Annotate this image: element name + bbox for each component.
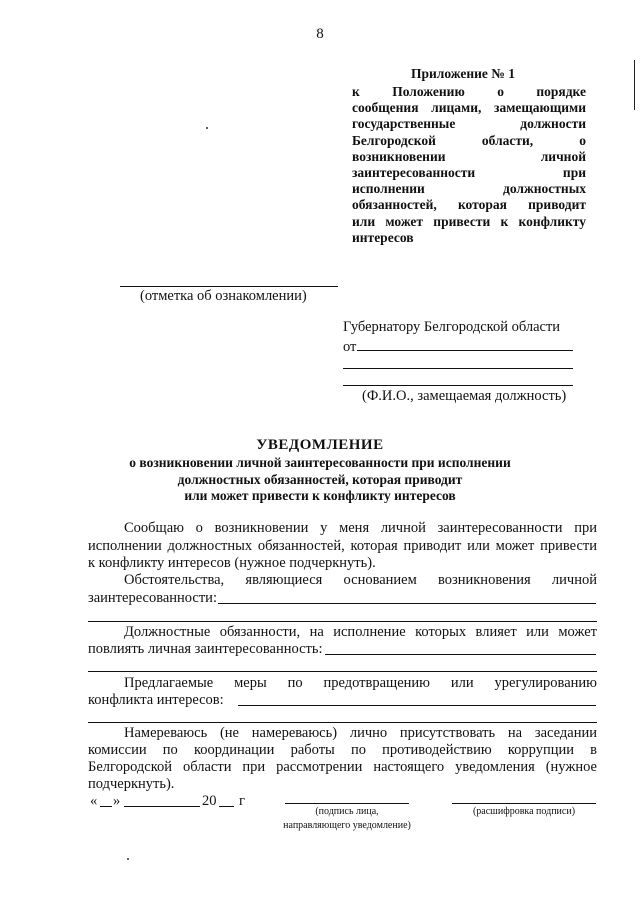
appendix-line: сообщения лицами, замещающими: [352, 100, 586, 116]
circumstances-field-2[interactable]: [88, 621, 597, 622]
scan-speck: [206, 127, 208, 129]
duties-field[interactable]: [325, 654, 596, 655]
measures-field-2[interactable]: [88, 722, 597, 723]
p3-line: Должностные обязанности, на исполнение которых влияет или может: [124, 624, 597, 640]
notice-subtitle-line: о возникновении личной заинтересованности при исполнении: [129, 455, 511, 470]
appendix-line: возникновении личной: [352, 148, 586, 164]
p4-line: Предлагаемые меры по предотвращению или урегулированию: [124, 675, 597, 691]
circumstances-field[interactable]: [218, 603, 596, 604]
date-day-field[interactable]: [100, 806, 112, 807]
p1-line: Сообщаю о возникновении у меня личной заинтересованности при: [124, 520, 597, 536]
signature-caption-2: направляющего уведомление): [283, 820, 411, 831]
measures-field[interactable]: [238, 705, 596, 706]
date-year-prefix: 20: [202, 793, 217, 809]
appendix-line: Белгородской области, о: [352, 132, 586, 148]
notice-subtitle-line: или может привести к конфликту интересов: [184, 488, 456, 503]
appendix-line: интересов: [352, 229, 414, 245]
from-line-3[interactable]: [343, 385, 573, 386]
page-number: 8: [316, 26, 324, 42]
p2-line: Обстоятельства, являющиеся основанием возникновения личной: [124, 572, 597, 588]
acknowledgment-label: (отметка об ознакомлении): [140, 288, 307, 304]
appendix-line: заинтересованности при: [352, 164, 586, 180]
p5-line: Намереваюсь (не намереваюсь) лично присутствовать на заседании: [124, 725, 597, 741]
signature-field[interactable]: [285, 803, 409, 804]
p5-line: подчеркнуть).: [88, 776, 175, 792]
signature-decoding-field[interactable]: [452, 803, 596, 804]
appendix-line: обязанностей, которая приводит: [352, 197, 586, 213]
addressee-caption: (Ф.И.О., замещаемая должность): [362, 388, 567, 404]
from-line[interactable]: [357, 350, 573, 351]
date-year-field[interactable]: [219, 806, 234, 807]
p2-label: заинтересованности:: [88, 590, 217, 606]
scan-speck: [127, 858, 129, 860]
scan-mark: [634, 60, 635, 110]
appendix-line: исполнении должностных: [352, 181, 586, 197]
appendix-title: Приложение № 1: [411, 66, 515, 81]
p1-line: к конфликту интересов (нужное подчеркнуть).: [88, 555, 376, 571]
p5-line: комиссии по координации работы по противодействию коррупции в: [88, 742, 597, 758]
p5-line: Белгородской области при рассмотрении настоящего уведомления (нужное: [88, 759, 597, 775]
duties-field-2[interactable]: [88, 671, 597, 672]
p3-label: повлиять личная заинтересованность:: [88, 641, 323, 657]
appendix-subtitle: [352, 84, 586, 246]
appendix-line: к Положению о порядке: [352, 84, 586, 99]
decoding-caption: (расшифровка подписи): [472, 806, 576, 817]
p1-line: исполнении должностных обязанностей, которая приводит или может привести: [88, 538, 597, 554]
addressee-from-label: от: [343, 339, 357, 355]
from-line-2[interactable]: [343, 368, 573, 369]
notice-subtitle-line: должностных обязанностей, которая приводит: [177, 472, 463, 487]
notice-title: УВЕДОМЛЕНИЕ: [256, 437, 384, 453]
date-month-field[interactable]: [124, 806, 200, 807]
date-open-quote: «: [90, 793, 98, 809]
date-close-quote: »: [113, 793, 121, 809]
appendix-line: государственные должности: [352, 116, 586, 132]
signature-caption: (подпись лица,: [315, 806, 379, 817]
addressee-to: Губернатору Белгородской области: [343, 319, 561, 335]
appendix-line: или может привести к конфликту: [352, 213, 586, 229]
date-year-suffix: г: [239, 793, 245, 809]
acknowledgment-line: [120, 286, 338, 287]
p4-label: конфликта интересов:: [88, 692, 224, 708]
